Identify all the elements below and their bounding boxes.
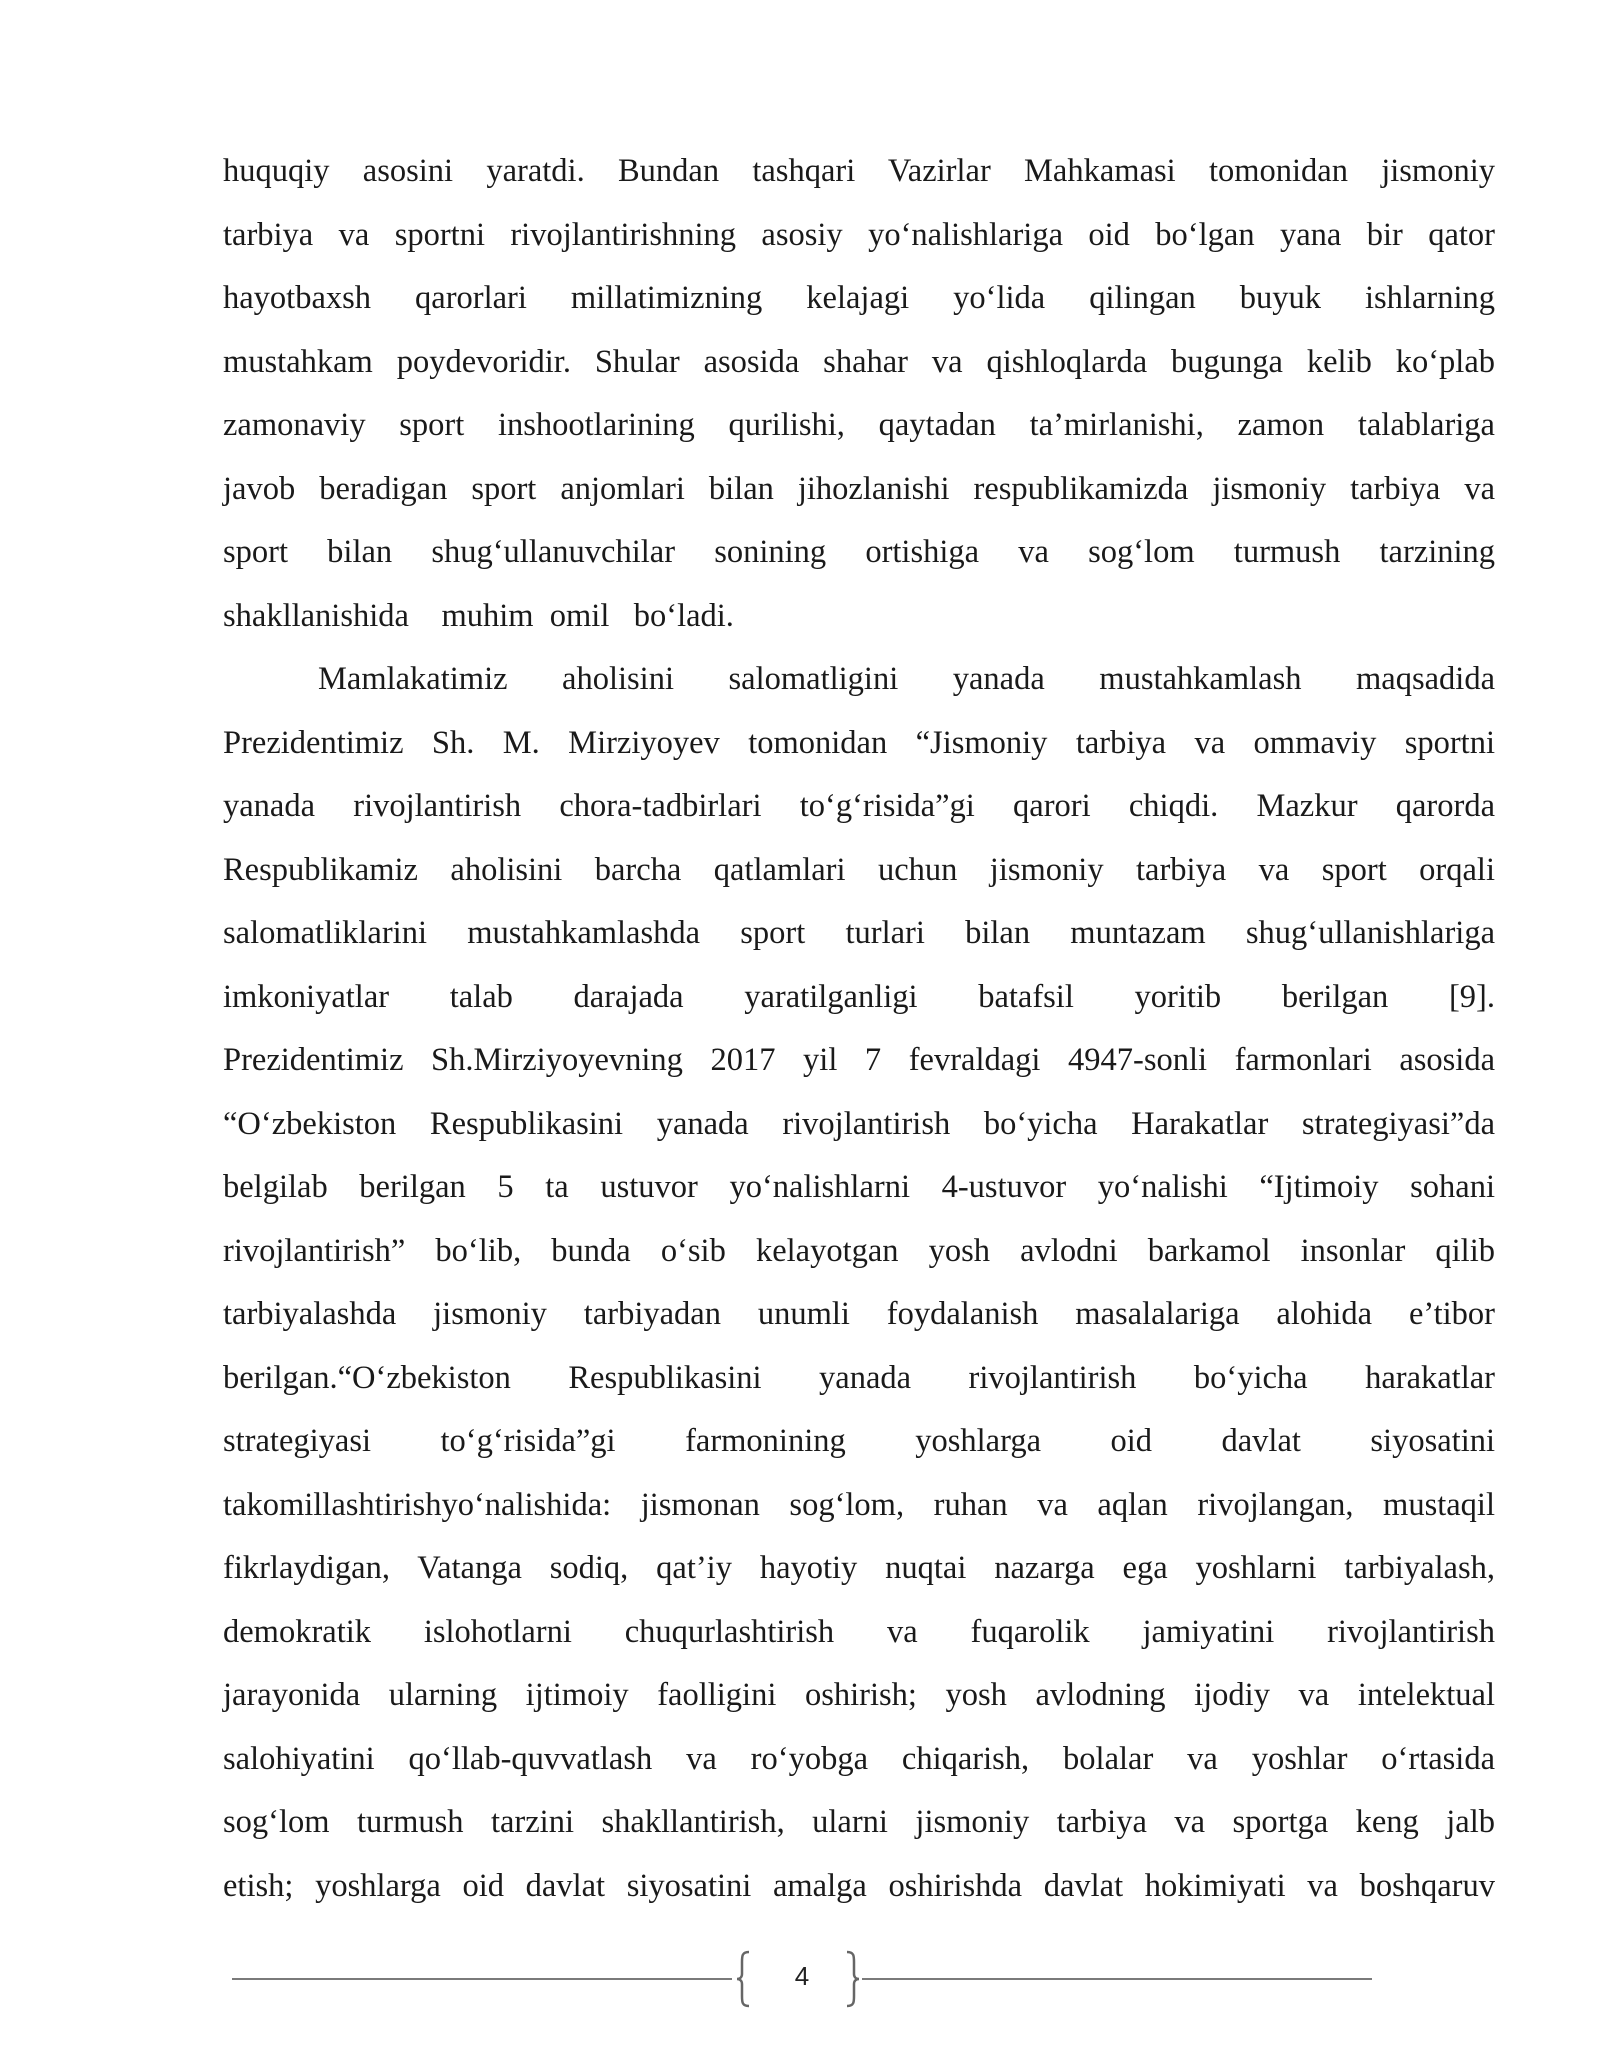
footer-rule-right <box>862 1978 1372 1980</box>
page-footer <box>232 1950 1372 2010</box>
text-line: etish; yoshlarga oid davlat siyosatini amalga oshirishda davlat hokimiyati va boshqaruv <box>223 1867 1495 1904</box>
text-line: salomatliklarini mustahkamlashda sport turlari bilan muntazam shug‘ullanishlariga <box>223 915 1495 951</box>
body-text <box>223 140 1495 1918</box>
text-line: fikrlaydigan, Vatanga sodiq, qat’iy hayotiy nuqtai nazarga ega yoshlarni tarbiyalash, <box>223 1550 1495 1586</box>
text-line: belgilab berilgan 5 ta ustuvor yo‘nalishlarni 4-ustuvor yo‘nalishi “Ijtimoiy sohani <box>223 1169 1495 1205</box>
text-line: tarbiya va sportni rivojlantirishning asosiy yo‘nalishlariga oid bo‘lgan yana bir qator <box>223 216 1495 253</box>
text-line: javob beradigan sport anjomlari bilan jihozlanishi respublikamizda jismoniy tarbiya va <box>223 470 1495 507</box>
left-brace-icon <box>734 1950 752 2008</box>
text-line: takomillashtirishyo‘nalishida: jismonan sog‘lom, ruhan va aqlan rivojlangan, mustaqil <box>223 1486 1495 1523</box>
text-line: “O‘zbekiston Respublikasini yanada rivojlantirish bo‘yicha Harakatlar strategiyasi”da <box>223 1105 1495 1142</box>
text-line: mustahkam poydevoridir. Shular asosida shahar va qishloqlarda bugunga kelib ko‘plab <box>223 343 1495 380</box>
text-line: Prezidentimiz Sh. M. Mirziyoyev tomonidan “Jismoniy tarbiya va ommaviy sportni <box>223 724 1495 761</box>
text-line: huquqiy asosini yaratdi. Bundan tashqari Vazirlar Mahkamasi tomonidan jismoniy <box>223 153 1495 189</box>
text-line: berilgan.“O‘zbekiston Respublikasini yanada rivojlantirish bo‘yicha harakatlar <box>223 1359 1495 1396</box>
text-line: Respublikamiz aholisini barcha qatlamlari uchun jismoniy tarbiya va sport orqali <box>223 851 1495 888</box>
text-line: rivojlantirish” bo‘lib, bunda o‘sib kelayotgan yosh avlodni barkamol insonlar qilib <box>223 1232 1495 1269</box>
text-line: demokratik islohotlarni chuqurlashtirish va fuqarolik jamiyatini rivojlantirish <box>223 1613 1495 1650</box>
text-line: yanada rivojlantirish chora-tadbirlari to‘g‘risida”gi qarori chiqdi. Mazkur qarorda <box>223 788 1495 824</box>
text-line: sog‘lom turmush tarzini shakllantirish, ularni jismoniy tarbiya va sportga keng jalb <box>223 1804 1495 1840</box>
page-number: 4 <box>794 1961 810 1991</box>
text-line: zamonaviy sport inshootlarining qurilishi, qaytadan ta’mirlanishi, zamon talablariga <box>223 407 1495 443</box>
text-line: hayotbaxsh qarorlari millatimizning kelajagi yo‘lida qilingan buyuk ishlarning <box>223 280 1495 316</box>
text-line: sport bilan shug‘ullanuvchilar sonining ortishiga va sog‘lom turmush tarzining <box>223 534 1495 570</box>
text-line: strategiyasi to‘g‘risida”gi farmonining yoshlarga oid davlat siyosatini <box>223 1423 1495 1459</box>
text-line: Prezidentimiz Sh.Mirziyoyevning 2017 yil 7 fevraldagi 4947-sonli farmonlari asosida <box>223 1042 1495 1078</box>
right-brace-icon <box>844 1950 862 2008</box>
text-line: shakllanishida muhim omil bo‘ladi. <box>223 597 734 634</box>
paragraph-start-line: Mamlakatimiz aholisini salomatligini yanada mustahkamlash maqsadida <box>318 661 1495 697</box>
footer-rule-left <box>232 1978 732 1980</box>
text-line: imkoniyatlar talab darajada yaratilganligi batafsil yoritib berilgan [9]. <box>223 978 1495 1015</box>
text-line: jarayonida ularning ijtimoiy faolligini oshirish; yosh avlodning ijodiy va intelektual <box>223 1677 1495 1713</box>
text-line: tarbiyalashda jismoniy tarbiyadan unumli foydalanish masalalariga alohida e’tibor <box>223 1296 1495 1332</box>
text-line: salohiyatini qo‘llab-quvvatlash va ro‘yobga chiqarish, bolalar va yoshlar o‘rtasida <box>223 1740 1495 1777</box>
